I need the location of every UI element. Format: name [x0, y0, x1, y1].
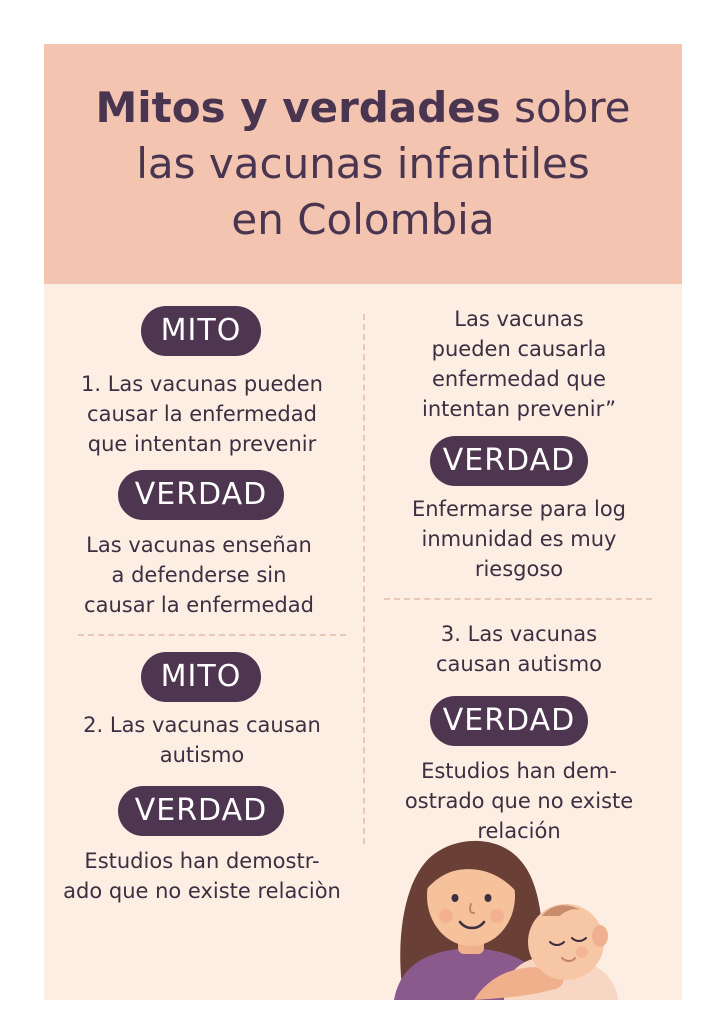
mito-text-right-1: Las vacunas pueden causarla enfermedad que intentan prevenir” [421, 307, 616, 421]
verdad-tag-right-1: VERDAD [430, 436, 588, 486]
title-emphasis: Mitos y verdades [95, 83, 501, 132]
verdad-text-right-1: Enfermarse para log inmunidad es muy riesgoso [411, 497, 627, 581]
infographic-poster [44, 44, 682, 1000]
page-title [44, 80, 682, 248]
title-line-1 [95, 83, 630, 132]
mother-with-baby-icon [354, 824, 682, 1000]
header-wave [44, 249, 682, 299]
mito-tag-1: MITO [141, 306, 261, 356]
verdad-tag-right-2: VERDAD [430, 696, 588, 746]
header-banner [44, 44, 682, 284]
verdad-text-right-2: Estudios han dem- ostrado que no existe relación [404, 759, 634, 843]
verdad-tag-2: VERDAD [118, 786, 284, 836]
mito-text-right-2: 3. Las vacunas causan autismo [435, 622, 602, 676]
verdad-tag-1: VERDAD [118, 470, 284, 520]
title-line-3: en Colombia [231, 195, 495, 244]
title-line-2: las vacunas infantiles [136, 139, 590, 188]
section-divider-left [78, 634, 346, 636]
mito-text-1: 1. Las vacunas pueden causar la enfermedad que intentan prevenir [81, 372, 323, 456]
verdad-text-1: Las vacunas enseñan a defenderse sin causar la enfermedad [84, 533, 314, 617]
mito-text-2: 2. Las vacunas causan autismo [83, 713, 321, 767]
mito-tag-2: MITO [141, 652, 261, 702]
section-divider-right [384, 598, 652, 600]
verdad-text-2: Estudios han demostr- ado que no existe relaciòn [63, 849, 341, 903]
column-divider [363, 314, 365, 844]
title-rest: sobre [500, 83, 631, 132]
